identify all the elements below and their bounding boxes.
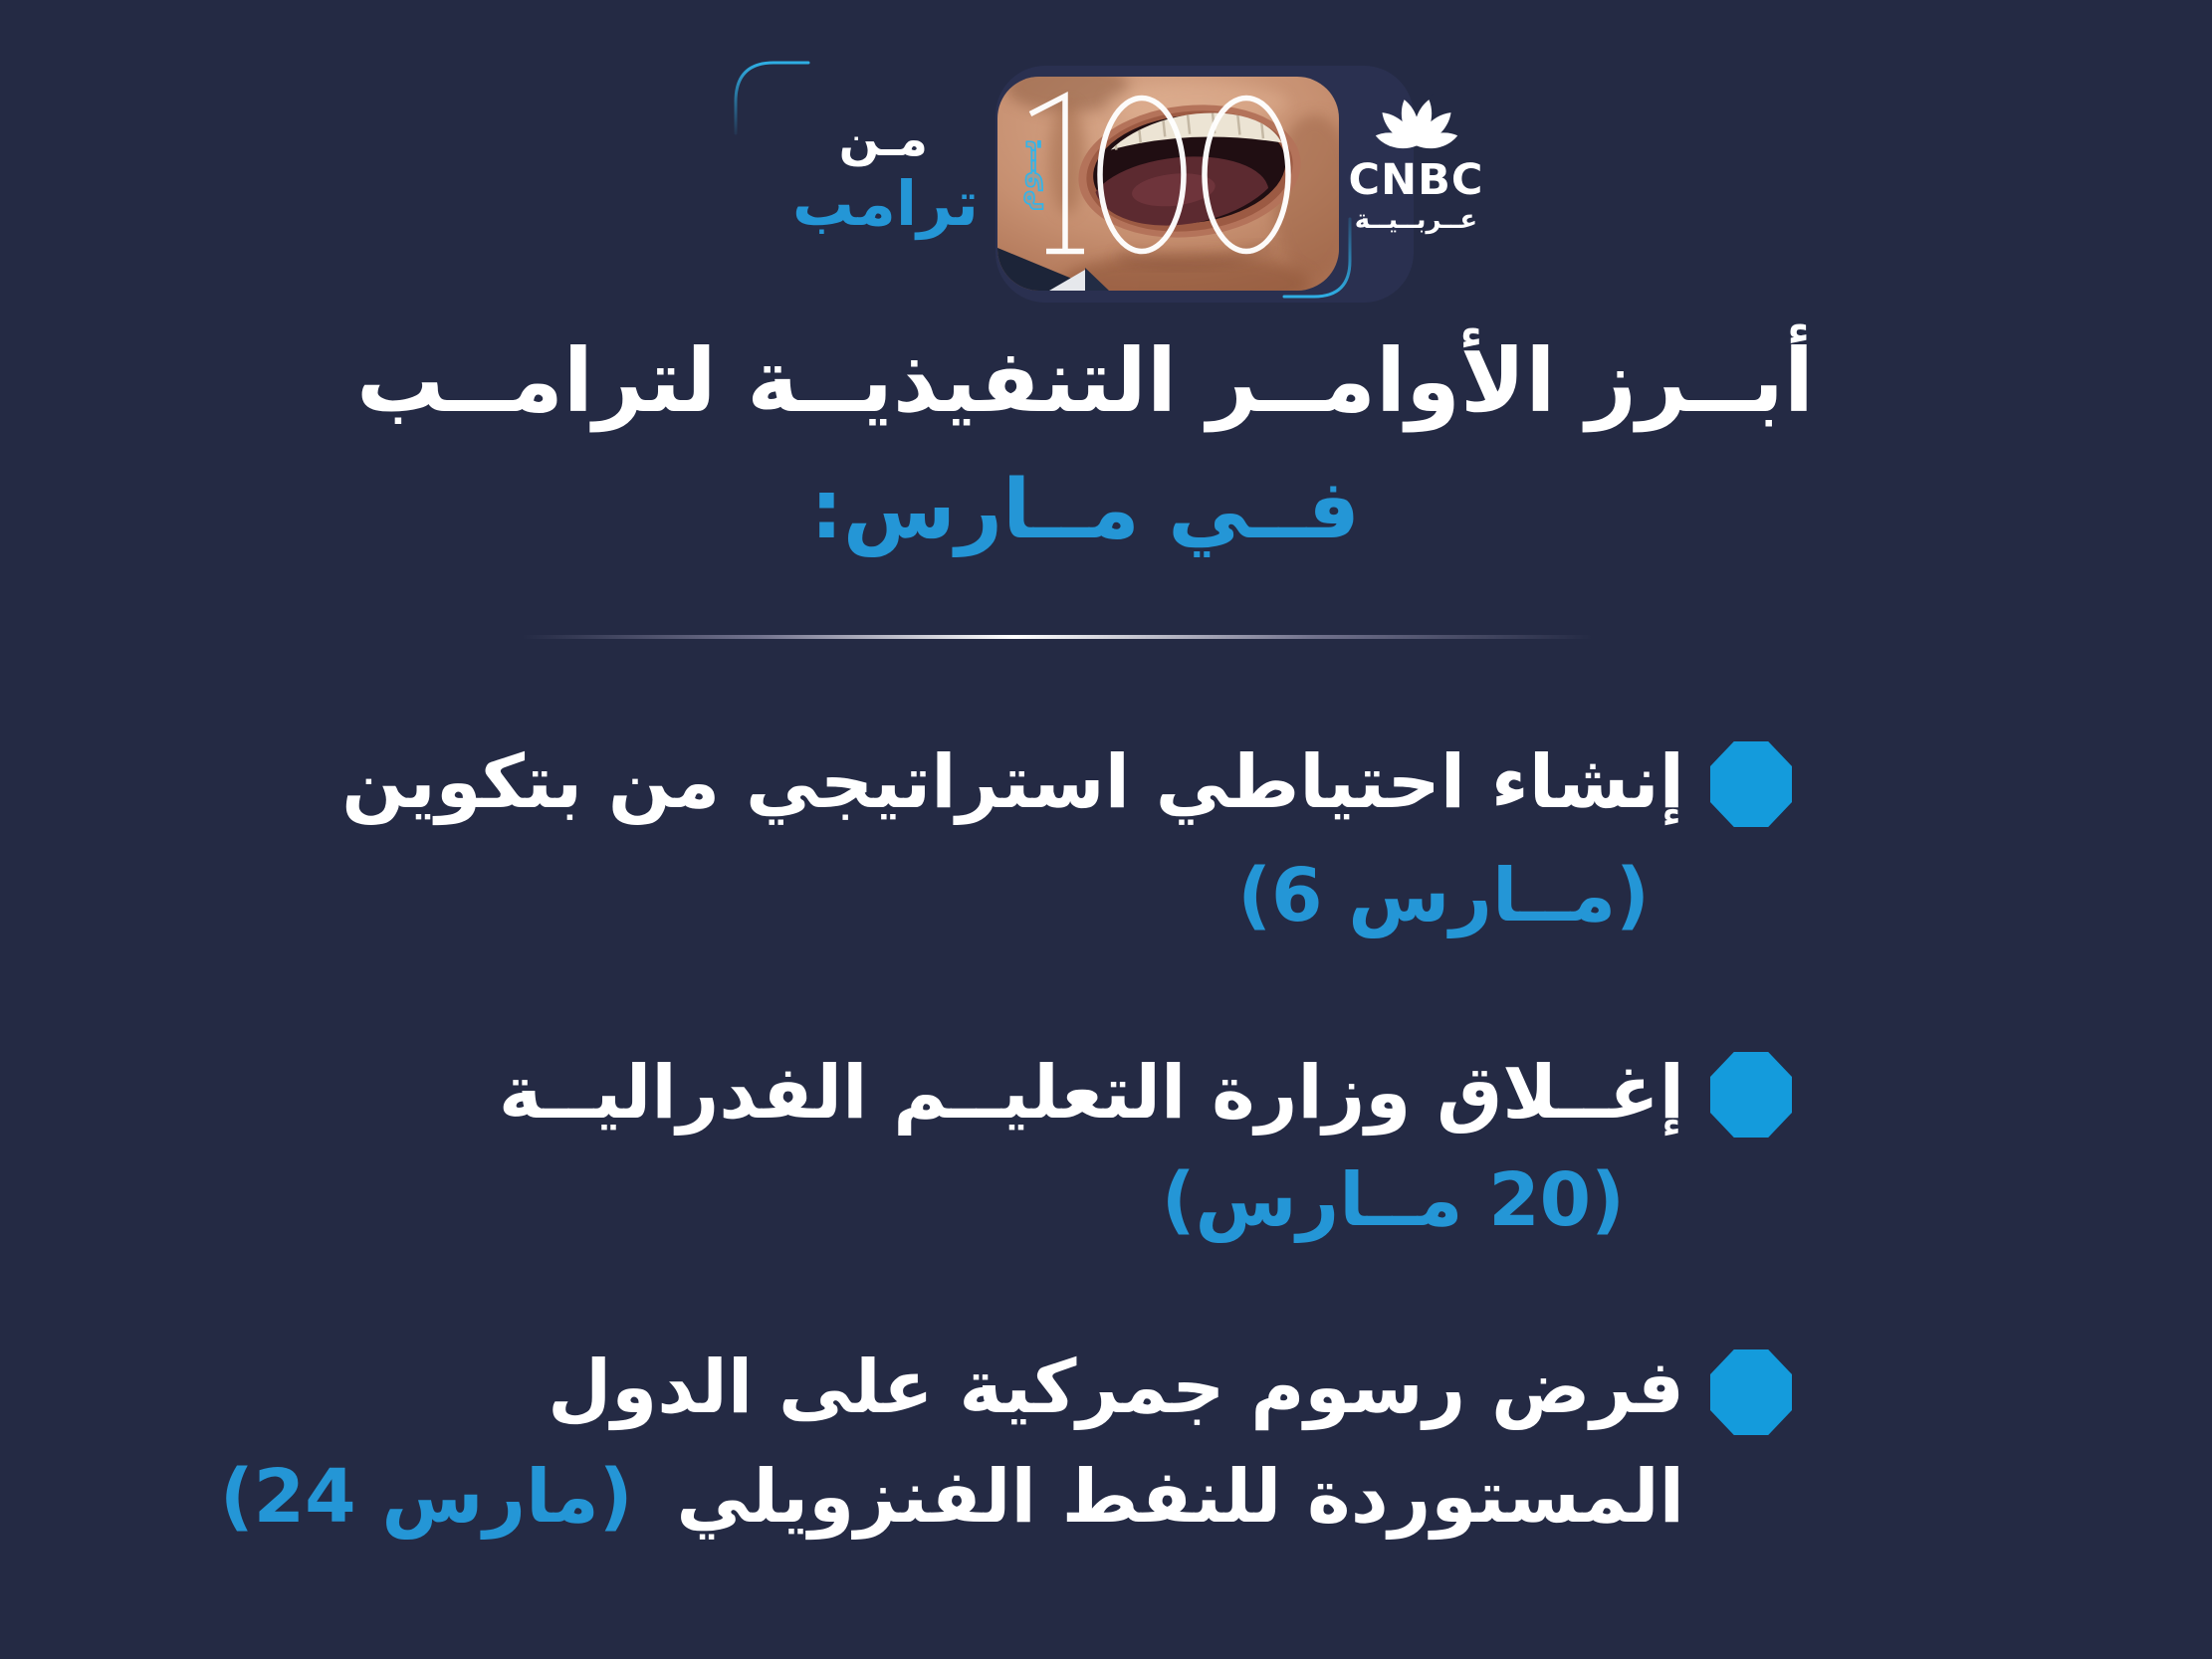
order-3-date: (24 مارس) bbox=[219, 1454, 633, 1540]
kicker-word-trump: ترامب bbox=[791, 167, 979, 240]
order-1-date: (6 مــارس) bbox=[1237, 853, 1650, 938]
corner-bracket-top-left bbox=[732, 60, 811, 135]
bullet-octagon bbox=[1710, 741, 1792, 827]
peacock-beak-notch bbox=[1418, 86, 1433, 104]
bullet-octagon bbox=[1710, 1052, 1792, 1138]
brand-block bbox=[1344, 80, 1488, 235]
days-number-graphic bbox=[1010, 82, 1329, 261]
page-title: أبــرز الأوامــر التنفيذيــة لترامــب bbox=[356, 329, 1814, 432]
brand-name: CNBC bbox=[1348, 155, 1484, 205]
order-2-date: (20 مــارس) bbox=[1161, 1157, 1625, 1243]
nbc-peacock-icon bbox=[1362, 80, 1471, 151]
title-block bbox=[30, 326, 2140, 559]
order-2-text: إغــلاق وزارة التعليــم الفدراليــة bbox=[498, 1050, 1684, 1136]
bullet-octagon bbox=[1710, 1349, 1792, 1435]
order-1-text: إنشاء احتياطي استراتيجي من بتكوين bbox=[341, 739, 1684, 825]
brand-name-arabic: عــربــيــة bbox=[1354, 205, 1478, 236]
page-subtitle: فــي مــارس: bbox=[809, 463, 1361, 557]
order-3-text-line1: فرض رسوم جمركية على الدول bbox=[548, 1345, 1684, 1430]
divider-line bbox=[522, 635, 1593, 639]
order-3-text-line2 bbox=[220, 1455, 1684, 1540]
kicker-word-from: مـن bbox=[838, 111, 928, 167]
days-word-vertical: يــوم bbox=[1008, 138, 1043, 212]
order-3-text-line2-words: المستوردة للنفط الفنزويلي bbox=[676, 1454, 1684, 1540]
